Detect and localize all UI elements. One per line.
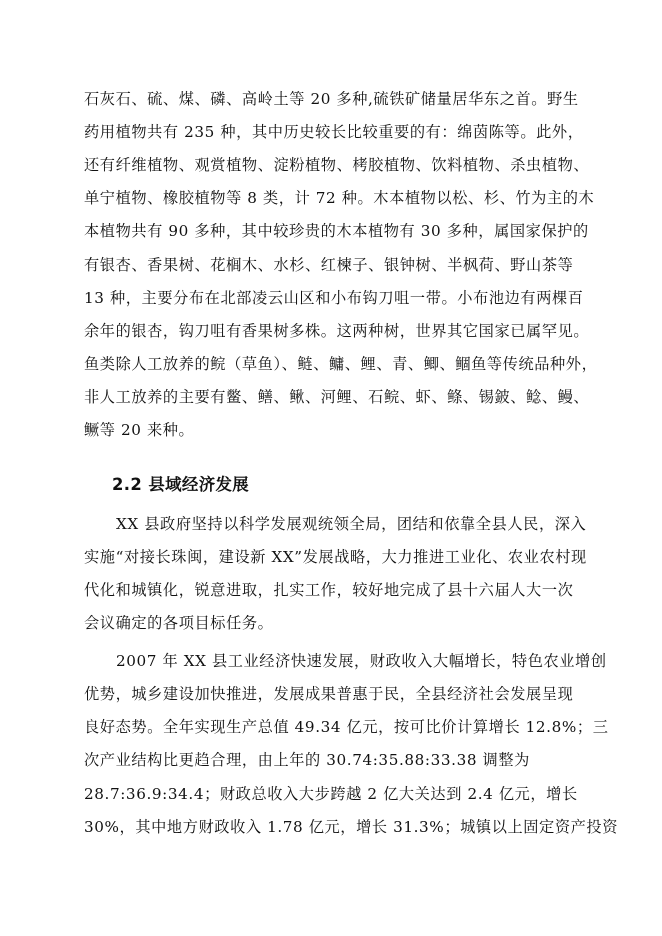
section-heading: 2.2 县域经济发展 bbox=[112, 475, 250, 494]
text-line: 2007 年 XX 县工业经济快速发展，财政收入大幅增长，特色农业增创 bbox=[116, 652, 607, 670]
text-line: 优势，城乡建设加快推进，发展成果普惠于民，全县经济社会发展呈现 bbox=[84, 685, 574, 703]
text-line: 代化和城镇化，锐意进取，扎实工作，较好地完成了县十六届人大一次 bbox=[84, 581, 574, 599]
text-line: 非人工放养的主要有鳖、鳝、鳅、河鲤、石鲩、虾、鲦、锡鈹、鲶、鳗、 bbox=[84, 388, 590, 406]
text-line: 鳜等 20 来种。 bbox=[84, 421, 195, 439]
text-line: 会议确定的各项目标任务。 bbox=[84, 614, 274, 632]
text-line: 余年的银杏，钩刀咀有香果树多株。这两种树，世界其它国家已属罕见。 bbox=[84, 322, 590, 340]
text-line: 单宁植物、橡胶植物等 8 类，计 72 种。木本植物以松、杉、竹为主的木 bbox=[84, 189, 595, 207]
text-line: 13 种，主要分布在北部凌云山区和小布钩刀咀一带。小布池边有两棵百 bbox=[84, 289, 584, 307]
text-line: 有银杏、香果树、花榈木、水杉、红楝子、银钟树、半枫荷、野山茶等 bbox=[84, 256, 574, 274]
text-line: 实施“对接长珠闽，建设新 XX”发展战略，大力推进工业化、农业农村现 bbox=[84, 548, 587, 566]
text-line: 本植物共有 90 多种，其中较珍贵的木本植物有 30 多种，属国家保护的 bbox=[84, 222, 589, 240]
text-line: 还有纤维植物、观赏植物、淀粉植物、栲胶植物、饮料植物、杀虫植物、 bbox=[84, 156, 590, 174]
text-line: 石灰石、硫、煤、磷、高岭土等 20 多种,硫铁矿储量居华东之首。野生 bbox=[84, 90, 579, 108]
text-line: 28.7:36.9:34.4；财政总收入大步跨越 2 亿大关达到 2.4 亿元，增长 bbox=[84, 785, 578, 803]
text-line: 良好态势。全年实现生产总值 49.34 亿元，按可比价计算增长 12.8%；三 bbox=[84, 718, 609, 736]
text-line: 次产业结构比更趋合理，由上年的 30.74:35.88:33.38 调整为 bbox=[84, 751, 530, 769]
text-line: 鱼类除人工放养的鲩（草鱼）、鲢、鳙、鲤、青、鲫、鲴鱼等传统品种外， bbox=[84, 355, 598, 373]
text-line: 30%，其中地方财政收入 1.78 亿元，增长 31.3%；城镇以上固定资产投资 bbox=[84, 818, 618, 836]
text-line: 药用植物共有 235 种，其中历史较长比较重要的有：绵茵陈等。此外， bbox=[84, 123, 584, 141]
text-line: XX 县政府坚持以科学发展观统领全局，团结和依靠全县人民，深入 bbox=[116, 515, 587, 533]
